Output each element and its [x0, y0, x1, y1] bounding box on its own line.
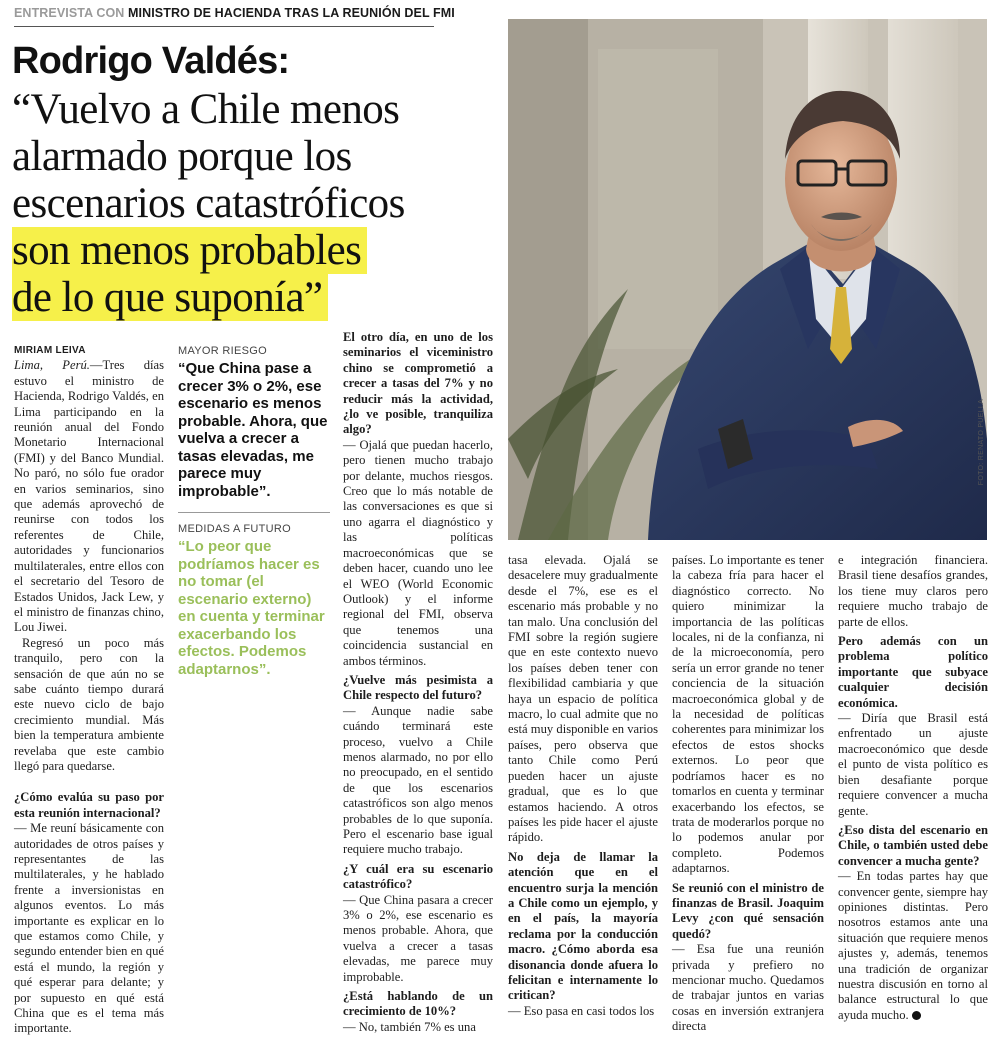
answer: — Eso pasa en casi todos los [508, 1003, 655, 1018]
column-1 [14, 343, 164, 1037]
answer: — Me reuní básicamente con autoridades de otros países y representantes de las multilaterales, y he hablado frente a inversionistas en algunos eventos. Lo más importante es explicar en lo que estamos como Chile, y segundo entender bien en qué está el mundo, la región y qué esperar para delante; y por supuesto en qué está China que es el tema más importante. [14, 821, 164, 1036]
answer: e integración financiera. Brasil tiene desafíos grandes, los tiene muy claros pero requiere mucho trabajo de parte de ellos. [838, 553, 988, 629]
question: ¿Está hablando de un crecimiento de 10%? [343, 989, 493, 1019]
pull-quote-label: MEDIDAS A FUTURO [178, 523, 291, 535]
pull-quote-label: MAYOR RIESGO [178, 345, 267, 357]
section-kicker [14, 6, 455, 20]
pull-quote-risk: “Que China pase a crecer 3% o 2%, ese escenario es menos probable. Ahora, que vuelva a crecer a tasas elevadas, me parece muy improbable”. [178, 360, 328, 500]
headline-line: escenarios catastróficos [12, 180, 405, 227]
question: No deja de llamar la atención que en el encuentro surja la mención a Chile como un ejemplo, y en el país, la mayoría reclama por la conducción macro. ¿Cómo aborda esa disonancia donde afuera lo felicitan e internamente lo critican? [508, 849, 658, 1003]
dateline: Lima, Perú. [14, 358, 90, 373]
byline: MIRIAM LEIVA [14, 345, 86, 356]
question: ¿Eso dista del escenario en Chile, o también usted debe convencer a mucha gente? [838, 822, 988, 868]
answer: — Que China pasara a crecer 3% o 2%, ese escenario es menos probable. Ahora, que vuelva a crecer a tasas elevadas, me parece muy improbable. [343, 892, 493, 984]
headline-line: alarmado porque los [12, 133, 352, 180]
answer: — Diría que Brasil está enfrentado un ajuste macroeconómico que desde el punto de vista político es bien desafiante porque requiere convencer a mucha gente. [838, 711, 988, 818]
question: El otro día, en uno de los seminarios el viceministro chino se comprometió a crecer a tasas del 7% y no reducir más la actividad, ¿lo ve posible, tranquiliza algo? [343, 330, 493, 437]
column-5 [672, 553, 824, 1035]
headline-highlight: son menos probables [12, 227, 367, 274]
column-6 [838, 553, 988, 1023]
lead-text: —Tres días estuvo el ministro de Hacienda, Rodrigo Valdés, en Lima participando en la reunión anual del Fondo Monetario Internacional (FMI) y del Banco Mundial. No paró, no sólo fue orador en varios seminarios, sino que además aprovechó de reunirse con todos los referentes de Chile, autoridades y funcionarios multilaterales, entre ellos con el secretario del Tesoro de Estados Unidos, Jack Lew, y el ministro de finanzas chino, Lou Jiwei. [14, 358, 164, 635]
answer: tasa elevada. Ojalá se desacelere muy gradualmente desde el 7%, ese es el escenario más probable y no tan malo. Una conclusión del FMI sobre la región sugiere que en este contexto nuevo los países deben tener con flexibilidad cambiaria y que haya un espacio de política macro, lo cual admite que no está muy disponible en varios países, pero observa que tanto Chile como Perú pueden hacer un ajuste gradual, que es lo que estamos haciendo. A otros países les pide hacer el ajuste rápido. [508, 553, 658, 845]
answer: — Aunque nadie sabe cuándo terminará este proceso, vuelvo a Chile menos alarmado, no por ello no preocupado, en el sentido de que los escenarios catastróficos son algo menos probables de lo que suponía. Pero el escenario base igual requiere mucho trabajo. [343, 703, 493, 857]
question: ¿Vuelve más pesimista a Chile respecto del futuro? [343, 672, 493, 703]
pull-quote-measures: “Lo peor que podríamos hacer es no tomar (el escenario externo) en cuenta y terminar exacerbando los efectos. Podemos adaptarnos”. [178, 538, 325, 678]
lead-paragraph [14, 358, 164, 635]
kicker-topic: MINISTRO DE HACIENDA TRAS LA REUNIÓN DEL FMI [128, 6, 455, 20]
question: Se reunió con el ministro de finanzas de Brasil. Joaquim Levy ¿con qué sensación quedó? [672, 880, 824, 941]
answer: países. Lo importante es tener la cabeza fría para hacer el diagnóstico correcto. No quiero minimizar la importancia de las políticas locales, ni de la confianza, ni de la microeconomía, pero sería un error grande no tener conciencia de la situación macroeconómica global y de la necesidad de políticas coherentes para minimizar los efectos de estos shocks externos. Lo peor que podríamos hacer es no tomarlos en cuenta y terminar exacerbando los efectos, se trata de moderarlos porque no lo podemos anular por completo. Podemos adaptarnos. [672, 553, 824, 876]
pull-quotes [178, 345, 330, 678]
paragraph: Regresó un poco más tranquilo, pero con la sensación de que aún no se sabe cuánto tiempo durará este nuevo ciclo de bajo crecimiento mundial. Más bien la temperatura ambiente revelaba que este cambio llegó para quedarse. [14, 635, 164, 773]
headline-line: “Vuelvo a Chile menos [12, 86, 400, 133]
headline-name: Rodrigo Valdés: [12, 40, 290, 82]
question: Pero además con un problema político importante que subyace cualquier decisión económica. [838, 634, 988, 710]
final-answer-text: — En todas partes hay que convencer gente, siempre hay opiniones distintas. Pero nosotros estamos ante una situación que requiere menos ajustes y, además, tenemos una tradición de organizar nuestra discusión en torno al balance estructural lo que ayuda mucho. [838, 869, 988, 1022]
answer: — Esa fue una reunión privada y prefiero no mencionar mucho. Quedamos de trabajar juntos en varias cosas en inversión extranjera directa [672, 942, 824, 1034]
headline-quote [12, 86, 502, 321]
answer [838, 869, 988, 1023]
portrait-illustration [508, 19, 987, 540]
question: ¿Y cuál era su escenario catastrófico? [343, 861, 493, 892]
answer: — Ojalá que puedan hacerlo, pero tienen mucho trabajo por delante, muchos riesgos. Creo que lo más notable de las conversaciones es que si uno agarra el diagnóstico y las políticas macroeconómicas que se deben hacer, cuando uno lee el WEO (World Economic Outlook) y el informe regional del FMI, observa que tenemos una coincidencia sustancial en ambos términos. [343, 437, 493, 668]
column-4 [508, 553, 658, 1019]
portrait-photo [508, 19, 987, 540]
end-mark-icon [912, 1011, 921, 1020]
column-3 [343, 330, 493, 1035]
question: ¿Cómo evalúa su paso por esta reunión internacional? [14, 790, 164, 820]
photo-credit: FOTO: RENATO PUELLA [978, 399, 985, 486]
kicker-divider [14, 26, 434, 27]
headline-highlight: de lo que suponía” [12, 274, 328, 321]
pull-quote-divider [178, 512, 330, 513]
answer: — No, también 7% es una [343, 1019, 476, 1034]
kicker-label: ENTREVISTA CON [14, 6, 125, 20]
